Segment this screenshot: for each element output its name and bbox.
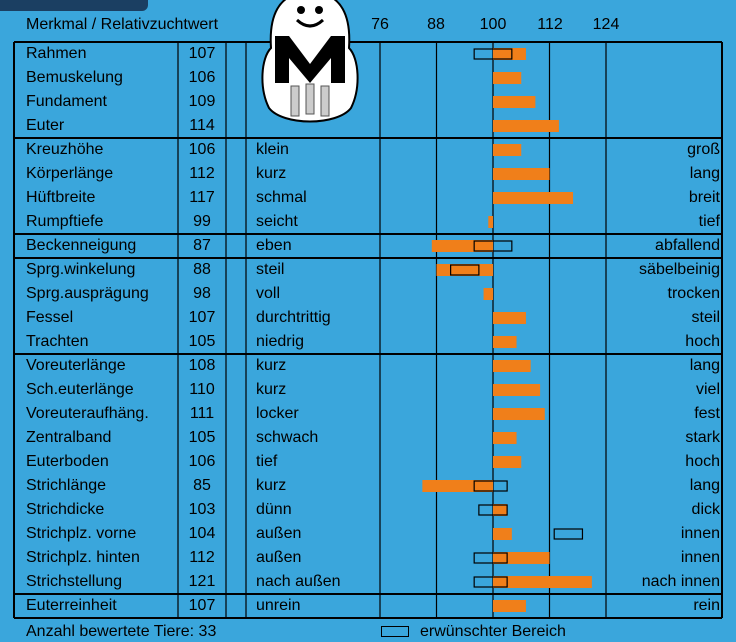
value-bar xyxy=(493,384,540,396)
scale-high-label: tief xyxy=(698,213,720,230)
trait-name: Fundament xyxy=(26,93,107,110)
scale-low-label: kurz xyxy=(256,357,287,374)
trait-value: 88 xyxy=(193,261,211,278)
x-tick-label: 100 xyxy=(479,16,507,33)
trait-name: Kreuzhöhe xyxy=(26,141,104,158)
trait-name: Strichstellung xyxy=(26,573,123,590)
desired-range-box xyxy=(554,529,582,539)
x-tick-label: 124 xyxy=(592,16,620,33)
trait-value: 107 xyxy=(188,597,216,614)
trait-name: Strichplz. hinten xyxy=(26,549,140,566)
scale-low-label: kurz xyxy=(256,165,287,182)
trait-name: Hüftbreite xyxy=(26,189,96,206)
value-bar xyxy=(422,480,493,492)
trait-name: Euter xyxy=(26,117,65,134)
value-bar xyxy=(493,144,521,156)
bull-logo-icon xyxy=(255,0,365,138)
trait-value: 121 xyxy=(188,573,216,590)
trait-name: Zentralband xyxy=(26,429,112,446)
scale-low-label: kurz xyxy=(256,477,287,494)
trait-value: 114 xyxy=(189,117,215,134)
trait-value: 103 xyxy=(188,501,216,518)
value-bar xyxy=(493,528,512,540)
value-bar xyxy=(493,552,550,564)
trait-name: Trachten xyxy=(26,333,89,350)
legend-desired-range-swatch xyxy=(381,626,409,637)
scale-high-label: abfallend xyxy=(655,237,720,254)
scale-high-label: lang xyxy=(689,477,720,494)
scale-low-label: außen xyxy=(256,549,302,566)
trait-value: 105 xyxy=(188,429,216,446)
value-bar xyxy=(493,360,531,372)
trait-value: 106 xyxy=(188,69,216,86)
scale-low-label: eben xyxy=(256,237,292,254)
scale-high-label: breit xyxy=(688,189,720,206)
trait-name: Bemuskelung xyxy=(26,69,123,86)
scale-low-label: seicht xyxy=(256,213,298,230)
trait-name: Sprg.ausprägung xyxy=(26,285,149,302)
trait-name: Voreuterlänge xyxy=(26,357,126,374)
value-bar xyxy=(493,600,526,612)
trait-value: 108 xyxy=(188,357,216,374)
scale-high-label: hoch xyxy=(685,453,720,470)
scale-low-label: kurz xyxy=(256,381,287,398)
trait-value: 112 xyxy=(189,549,215,566)
value-bar xyxy=(493,48,526,60)
trait-name: Strichdicke xyxy=(26,501,105,518)
scale-low-label: schmal xyxy=(256,189,307,206)
value-bar xyxy=(493,456,521,468)
legend-desired-range-label: erwünschter Bereich xyxy=(420,623,566,640)
scale-high-label: lang xyxy=(689,165,720,182)
scale-low-label: außen xyxy=(256,525,302,542)
trait-value: 111 xyxy=(189,405,215,422)
scale-low-label: voll xyxy=(256,285,281,302)
value-bar xyxy=(437,264,494,276)
trait-name: Euterreinheit xyxy=(26,597,117,614)
animals-count: 33 xyxy=(198,623,217,640)
value-bar xyxy=(493,96,535,108)
trait-name: Körperlänge xyxy=(26,165,114,182)
value-bar xyxy=(493,312,526,324)
trait-value: 109 xyxy=(188,93,216,110)
scale-low-label: locker xyxy=(256,405,299,422)
trait-name: Voreuteraufhäng. xyxy=(26,405,149,422)
value-bar xyxy=(432,240,493,252)
scale-high-label: fest xyxy=(694,405,720,422)
trait-value: 106 xyxy=(188,141,216,158)
scale-high-label: hoch xyxy=(685,333,720,350)
value-bar xyxy=(493,72,521,84)
value-bar xyxy=(493,432,517,444)
trait-value: 107 xyxy=(188,309,216,326)
trait-name: Sprg.winkelung xyxy=(26,261,136,278)
animals-count-text xyxy=(26,623,216,641)
trait-value: 98 xyxy=(193,285,211,302)
trait-name: Rahmen xyxy=(26,45,87,62)
scale-high-label: nach innen xyxy=(641,573,720,590)
value-bar xyxy=(493,576,592,588)
x-tick-label: 88 xyxy=(427,16,445,33)
scale-high-label: trocken xyxy=(667,285,720,302)
trait-value: 105 xyxy=(188,333,216,350)
value-bar xyxy=(493,336,517,348)
trait-name: Strichplz. vorne xyxy=(26,525,137,542)
scale-high-label: stark xyxy=(685,429,720,446)
value-bar xyxy=(493,504,507,516)
trait-value: 112 xyxy=(189,165,215,182)
scale-high-label: innen xyxy=(680,525,720,542)
scale-high-label: säbelbeinig xyxy=(639,261,720,278)
value-bar xyxy=(493,168,550,180)
trait-name: Strichlänge xyxy=(26,477,107,494)
scale-low-label: tief xyxy=(256,453,278,470)
trait-value: 99 xyxy=(193,213,211,230)
scale-low-label: klein xyxy=(256,141,289,158)
x-tick-label: 112 xyxy=(537,16,563,33)
scale-high-label: steil xyxy=(691,309,720,326)
scale-low-label: niedrig xyxy=(256,333,305,350)
trait-name: Beckenneigung xyxy=(26,237,137,254)
trait-value: 110 xyxy=(189,381,215,398)
scale-high-label: lang xyxy=(689,357,720,374)
scale-high-label: viel xyxy=(695,381,720,398)
trait-value: 85 xyxy=(193,477,211,494)
header-label: Merkmal / Relativzuchtwert xyxy=(26,16,219,33)
trait-value: 106 xyxy=(188,453,216,470)
trait-name: Euterboden xyxy=(26,453,109,470)
scale-high-label: groß xyxy=(687,141,720,158)
trait-value: 107 xyxy=(188,45,216,62)
scale-low-label: nach außen xyxy=(256,573,341,590)
value-bar xyxy=(488,216,493,228)
trait-name: Rumpftiefe xyxy=(26,213,104,230)
value-bar xyxy=(484,288,493,300)
trait-value: 87 xyxy=(193,237,211,254)
value-bar xyxy=(493,120,559,132)
scale-high-label: innen xyxy=(680,549,720,566)
scale-low-label: schwach xyxy=(256,429,319,446)
value-bar xyxy=(493,192,573,204)
animals-label: Anzahl bewertete Tiere: xyxy=(26,623,195,640)
trait-name: Sch.euterlänge xyxy=(26,381,134,398)
scale-high-label: rein xyxy=(693,597,720,614)
scale-low-label: unrein xyxy=(256,597,301,614)
value-bar xyxy=(493,408,545,420)
trait-name: Fessel xyxy=(26,309,74,326)
trait-value: 117 xyxy=(189,189,215,206)
x-tick-label: 76 xyxy=(371,16,389,33)
scale-low-label: steil xyxy=(256,261,285,278)
scale-low-label: durchtrittig xyxy=(256,309,331,326)
trait-value: 104 xyxy=(188,525,216,542)
scale-high-label: dick xyxy=(691,501,720,518)
scale-low-label: dünn xyxy=(256,501,292,518)
